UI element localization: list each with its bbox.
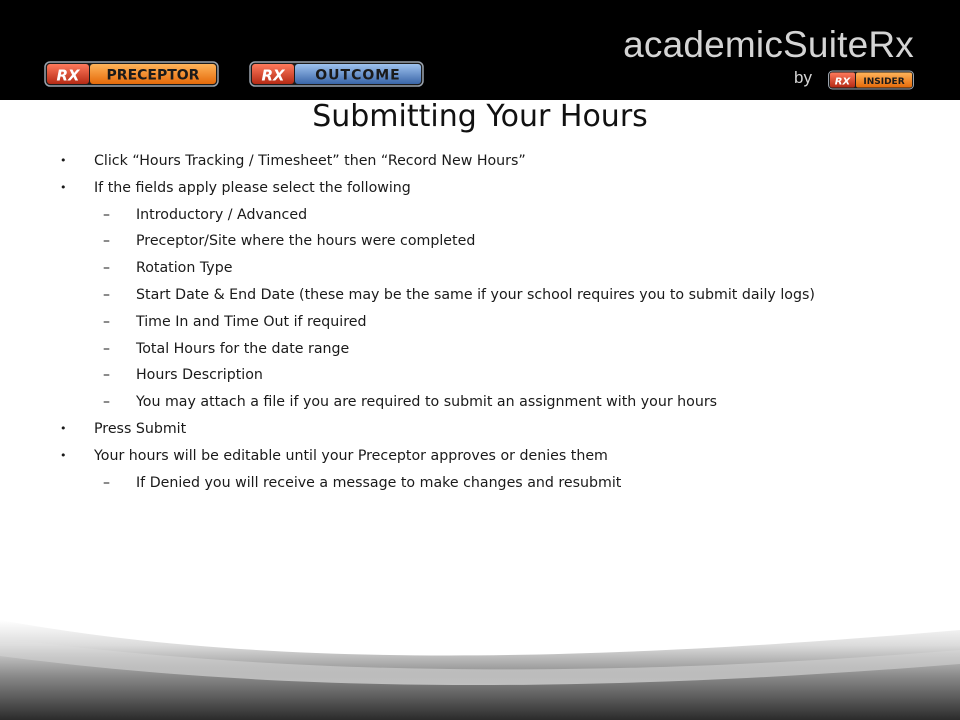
bullet-text: Introductory / Advanced bbox=[136, 206, 308, 223]
bullet-item bbox=[0, 443, 960, 470]
dash-marker: – bbox=[103, 474, 110, 491]
dash-marker: – bbox=[103, 233, 110, 250]
bullet-text: Rotation Type bbox=[136, 260, 233, 277]
sub-bullet-item bbox=[0, 255, 960, 282]
sub-bullet-item bbox=[0, 389, 960, 416]
rx-preceptor-logo bbox=[44, 60, 219, 88]
bullet-item bbox=[0, 148, 960, 175]
preceptor-wordmark: PRECEPTOR bbox=[106, 67, 200, 84]
bullet-item bbox=[0, 175, 960, 202]
outcome-wordmark: OUTCOME bbox=[315, 67, 401, 84]
sub-bullet-item bbox=[0, 309, 960, 336]
bullet-marker: • bbox=[60, 448, 67, 462]
bullet-text: If Denied you will receive a message to make changes and resubmit bbox=[136, 474, 622, 491]
brand-title: academicSuiteRx bbox=[623, 24, 914, 65]
bullet-list bbox=[0, 148, 960, 496]
sub-bullet-item bbox=[0, 470, 960, 497]
bullet-text: Your hours will be editable until your Preceptor approves or denies them bbox=[94, 447, 608, 464]
bullet-text: Hours Description bbox=[136, 367, 263, 384]
brand-block bbox=[623, 24, 914, 88]
dash-marker: – bbox=[103, 367, 110, 384]
rx-mark: RX bbox=[261, 66, 285, 85]
slide-title: Submitting Your Hours bbox=[312, 99, 648, 134]
insider-wordmark: INSIDER bbox=[863, 77, 905, 87]
bullet-text: Start Date & End Date (these may be the same if your school requires you to submit daily logs) bbox=[136, 286, 815, 303]
bullet-text: You may attach a file if you are required to submit an assignment with your hours bbox=[136, 394, 718, 411]
brand-by-label: by bbox=[794, 68, 812, 87]
sub-bullet-item bbox=[0, 282, 960, 309]
brand-subline bbox=[794, 68, 914, 90]
bullet-item bbox=[0, 416, 960, 443]
dash-marker: – bbox=[103, 340, 110, 357]
bullet-text: Preceptor/Site where the hours were completed bbox=[136, 233, 476, 250]
header-bar bbox=[0, 0, 960, 100]
bullet-marker: • bbox=[60, 421, 67, 435]
sub-bullet-item bbox=[0, 202, 960, 229]
bullet-text: Press Submit bbox=[94, 420, 187, 437]
bullet-text: Click “Hours Tracking / Timesheet” then “Record New Hours” bbox=[94, 153, 526, 169]
bullet-text: Time In and Time Out if required bbox=[136, 313, 367, 330]
bullet-marker: • bbox=[60, 154, 67, 167]
dash-marker: – bbox=[103, 313, 110, 330]
sub-bullet-item bbox=[0, 336, 960, 363]
bullet-marker: • bbox=[60, 180, 67, 194]
dash-marker: – bbox=[103, 260, 110, 277]
bottom-swoosh bbox=[0, 590, 960, 720]
rx-mark: RX bbox=[834, 76, 851, 88]
bullet-text: If the fields apply please select the following bbox=[94, 179, 411, 196]
dash-marker: – bbox=[103, 286, 110, 303]
rx-insider-logo bbox=[828, 70, 914, 90]
rx-outcome-logo bbox=[249, 60, 424, 88]
rx-mark: RX bbox=[56, 66, 80, 85]
dash-marker: – bbox=[103, 394, 110, 411]
sub-bullet-item bbox=[0, 228, 960, 255]
bullet-text: Total Hours for the date range bbox=[136, 340, 350, 357]
sub-bullet-item bbox=[0, 362, 960, 389]
dash-marker: – bbox=[103, 206, 110, 223]
